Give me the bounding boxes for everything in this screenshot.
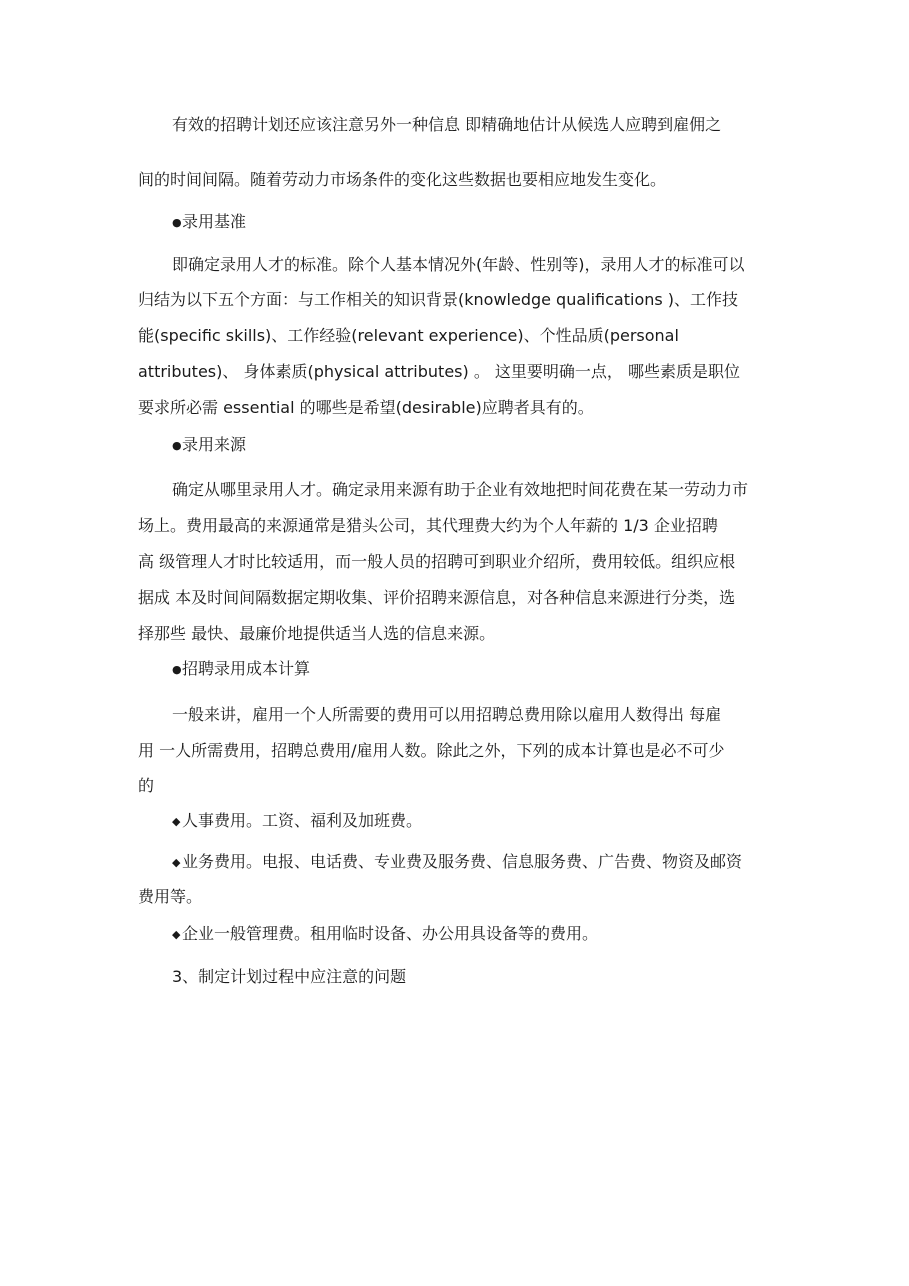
section-heading-planning-issues: 3、制定计划过程中应注意的问题 [172, 967, 407, 986]
paragraph-line: 费用等。 [138, 887, 203, 906]
paragraph-line: 确定从哪里录用人才。确定录用来源有助于企业有效地把时间花费在某一劳动力市 [172, 480, 749, 499]
section-heading-recruitment-sources [172, 434, 812, 457]
paragraph-line: 高 级管理人才时比较适用，而一般人员的招聘可到职业介绍所，费用较低。组织应根 [138, 552, 736, 571]
heading-text: 录用来源 [182, 435, 247, 454]
paragraph-line: 能(specific skills)、工作经验(relevant experience)、个性品质(personal [138, 326, 679, 345]
list-item-text: 业务费用。电报、电话费、专业费及服务费、信息服务费、广告费、物资及邮资 [182, 852, 743, 871]
paragraph-line: 择那些 最快、最廉价地提供适当人选的信息来源。 [138, 624, 496, 643]
diamond-bullet-icon: ◆ [172, 815, 181, 828]
bullet-dot-icon: ● [172, 216, 182, 229]
paragraph-line: 即确定录用人才的标准。除个人基本情况外(年龄、性别等)，录用人才的标准可以 [172, 255, 745, 274]
list-item-text: 人事费用。工资、福利及加班费。 [182, 811, 423, 830]
paragraph-line: 归结为以下五个方面：与工作相关的知识背景(knowledge qualifications )、工作技 [138, 290, 739, 309]
section-heading-cost-calculation [172, 658, 812, 681]
heading-text: 招聘录用成本计算 [182, 659, 311, 678]
section-heading-recruitment-criteria [172, 211, 812, 234]
diamond-bullet-icon: ◆ [172, 928, 181, 941]
bullet-dot-icon: ● [172, 439, 182, 452]
paragraph-line: 用 一人所需费用，招聘总费用/雇用人数。除此之外，下列的成本计算也是必不可少 [138, 741, 725, 760]
list-item-overhead-cost [172, 923, 812, 946]
paragraph-line: 要求所必需 essential 的哪些是希望(desirable)应聘者具有的。 [138, 398, 594, 417]
list-item-text: 企业一般管理费。租用临时设备、办公用具设备等的费用。 [182, 924, 599, 943]
diamond-bullet-icon: ◆ [172, 856, 181, 869]
paragraph-line: 间的时间间隔。随着劳动力市场条件的变化这些数据也要相应地发生变化。 [138, 170, 667, 189]
bullet-dot-icon: ● [172, 663, 182, 676]
heading-text: 录用基准 [182, 212, 247, 231]
list-item-business-cost [172, 851, 812, 874]
paragraph-line: attributes)、 身体素质(physical attributes) 。 这里要明确一点， 哪些素质是职位 [138, 362, 741, 381]
paragraph-line: 场上。费用最高的来源通常是猎头公司，其代理费大约为个人年薪的 1/3 企业招聘 [138, 516, 718, 535]
list-item-personnel-cost [172, 810, 812, 833]
paragraph-line: 一般来讲，雇用一个人所需要的费用可以用招聘总费用除以雇用人数得出 每雇 [172, 705, 722, 724]
paragraph-line: 的 [138, 776, 155, 795]
paragraph-line: 据成 本及时间间隔数据定期收集、评价招聘来源信息，对各种信息来源进行分类，选 [138, 588, 736, 607]
paragraph-line: 有效的招聘计划还应该注意另外一种信息 即精确地估计从候选人应聘到雇佣之 [172, 115, 722, 134]
